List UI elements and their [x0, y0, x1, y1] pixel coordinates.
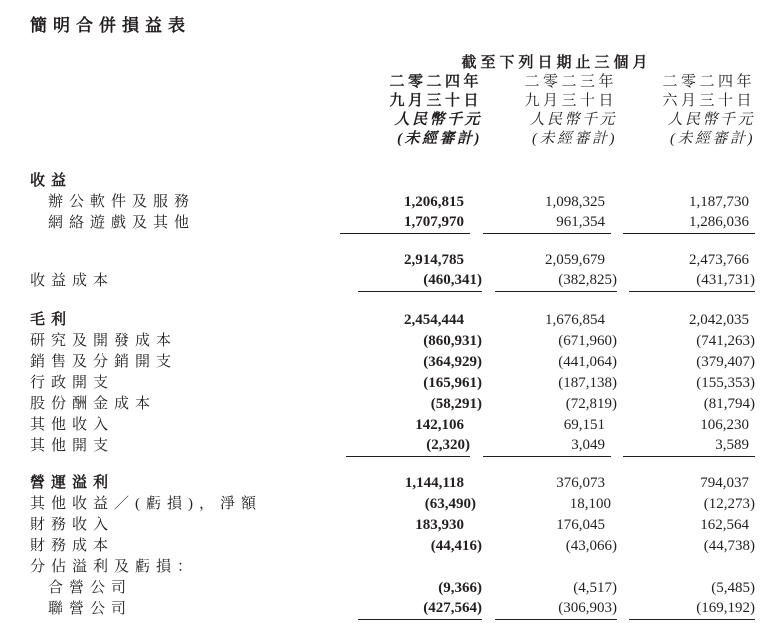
value-cell: 18,100 — [569, 496, 611, 512]
table-row — [30, 436, 755, 457]
row-label: 股份酬金成本 — [30, 396, 157, 412]
table-row — [30, 536, 755, 557]
column-year: 二零二四年 — [389, 74, 482, 90]
value-cell: (12,273) — [703, 496, 755, 512]
value-cell: (58,291) — [430, 396, 482, 412]
value-cell: (5,485) — [711, 580, 755, 596]
column-date: 九月三十日 — [389, 93, 482, 109]
column-header-prior-year — [495, 73, 617, 149]
value-cell: 162,564 — [700, 517, 749, 533]
spacer — [30, 457, 755, 473]
row-label: 毛利 — [30, 312, 73, 328]
table-row — [30, 415, 755, 436]
value-cell: (431,731) — [629, 270, 755, 292]
row-label: 其他開支 — [30, 438, 115, 454]
value-cell: (460,341) — [358, 270, 482, 292]
column-header-current — [358, 73, 482, 149]
table-row — [30, 213, 755, 234]
column-year: 二零二四年 — [662, 74, 755, 90]
row-label: 辦公軟件及服務 — [48, 194, 196, 210]
column-headers — [358, 73, 755, 149]
value-cell: 2,454,444 — [404, 312, 464, 328]
value-cell: (63,490) — [424, 496, 476, 512]
table-row — [30, 494, 755, 515]
column-audit-note: (未經審計) — [532, 131, 617, 147]
table-row — [30, 473, 755, 494]
row-label: 收益成本 — [30, 273, 115, 289]
table-body — [30, 171, 755, 620]
value-cell: 2,059,679 — [545, 252, 605, 268]
value-cell: 2,914,785 — [404, 252, 464, 268]
column-currency: 人民幣千元 — [394, 112, 482, 128]
column-header-prior-quarter — [629, 73, 755, 149]
value-cell: (44,416) — [430, 538, 482, 554]
table-row — [30, 394, 755, 415]
value-cell: 1,707,970 — [340, 212, 470, 234]
value-cell: (382,825) — [495, 270, 617, 292]
row-label: 網絡遊戲及其他 — [48, 215, 196, 231]
row-label: 收益 — [30, 173, 73, 189]
row-label: 研究及開發成本 — [30, 333, 178, 349]
value-cell: (4,517) — [573, 580, 617, 596]
value-cell: (9,366) — [438, 580, 482, 596]
table-row — [30, 171, 755, 192]
value-cell: (155,353) — [696, 375, 755, 391]
value-cell: (306,903) — [495, 598, 617, 620]
column-date: 六月三十日 — [662, 93, 755, 109]
value-cell: 2,473,766 — [689, 252, 749, 268]
row-label: 財務成本 — [30, 538, 115, 554]
value-cell: 3,589 — [623, 435, 755, 457]
value-cell: 176,045 — [556, 517, 605, 533]
value-cell: (2,320) — [346, 435, 470, 457]
spacer — [30, 292, 755, 310]
value-cell: 1,286,036 — [623, 212, 755, 234]
value-cell: (671,960) — [558, 333, 617, 349]
table-row — [30, 250, 755, 271]
row-label: 營運溢利 — [30, 475, 115, 491]
table-row — [30, 331, 755, 352]
row-label: 合營公司 — [48, 580, 133, 596]
value-cell: 376,073 — [556, 475, 605, 491]
value-cell: 183,930 — [415, 517, 464, 533]
value-cell: 1,676,854 — [545, 312, 605, 328]
value-cell: (81,794) — [703, 396, 755, 412]
table-row — [30, 578, 755, 599]
value-cell: (187,138) — [558, 375, 617, 391]
header-spacer — [30, 54, 358, 149]
table-row — [30, 599, 755, 620]
column-currency: 人民幣千元 — [529, 112, 617, 128]
value-cell: 1,144,118 — [404, 475, 464, 491]
value-cell: 1,098,325 — [545, 194, 605, 210]
value-cell: (860,931) — [423, 333, 482, 349]
value-cell: 106,230 — [700, 417, 749, 433]
value-cell: 69,151 — [563, 417, 605, 433]
row-label: 銷售及分銷開支 — [30, 354, 178, 370]
value-cell: 2,042,035 — [689, 312, 749, 328]
row-label: 聯營公司 — [48, 601, 133, 617]
row-label: 分佔溢利及虧損： — [30, 559, 199, 575]
column-audit-note: (未經審計) — [397, 131, 482, 147]
table-row — [30, 373, 755, 394]
column-currency: 人民幣千元 — [667, 112, 755, 128]
value-cell: (741,263) — [696, 333, 755, 349]
table-row — [30, 271, 755, 292]
page-title: 簡明合併損益表 — [30, 16, 191, 35]
value-cell: 961,354 — [483, 212, 611, 234]
table-row — [30, 557, 755, 578]
value-cell: 3,049 — [483, 435, 611, 457]
table-row — [30, 515, 755, 536]
column-audit-note: (未經審計) — [670, 131, 755, 147]
value-cell: 794,037 — [700, 475, 749, 491]
column-year: 二零二三年 — [524, 74, 617, 90]
value-cell: (72,819) — [565, 396, 617, 412]
row-label: 其他收入 — [30, 417, 115, 433]
value-cell: (165,961) — [423, 375, 482, 391]
spacer — [30, 234, 755, 250]
value-cell: (427,564) — [358, 598, 482, 620]
column-date: 九月三十日 — [524, 93, 617, 109]
row-label: 其他收益／(虧損)，淨額 — [30, 496, 262, 512]
period-header: 截至下列日期止三個月 — [461, 55, 652, 71]
row-label: 行政開支 — [30, 375, 115, 391]
table-row — [30, 192, 755, 213]
table-row — [30, 352, 755, 373]
value-cell: (364,929) — [423, 354, 482, 370]
value-cell: (169,192) — [629, 598, 755, 620]
value-cell: 142,106 — [415, 417, 464, 433]
value-cell: (44,738) — [703, 538, 755, 554]
table-header — [30, 54, 755, 149]
period-columns — [358, 54, 755, 149]
row-label: 財務收入 — [30, 517, 115, 533]
value-cell: (43,066) — [565, 538, 617, 554]
value-cell: 1,206,815 — [404, 194, 464, 210]
value-cell: 1,187,730 — [689, 194, 749, 210]
value-cell: (379,407) — [696, 354, 755, 370]
table-row — [30, 310, 755, 331]
value-cell: (441,064) — [558, 354, 617, 370]
